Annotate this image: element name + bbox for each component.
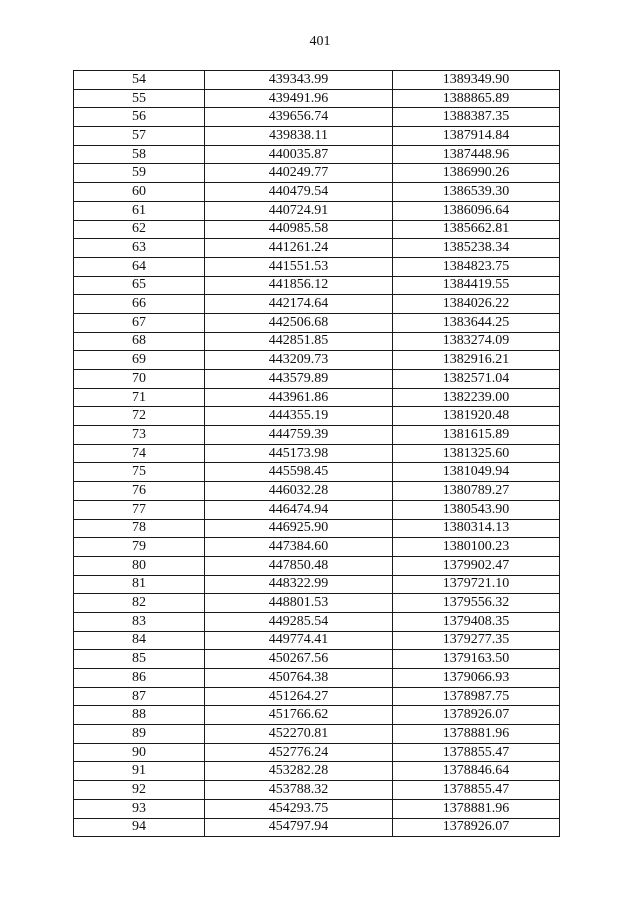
point-number-cell: 80	[74, 556, 205, 575]
x-coordinate-cell: 452270.81	[205, 725, 393, 744]
y-coordinate-cell: 1379277.35	[393, 631, 560, 650]
y-coordinate-cell: 1386990.26	[393, 164, 560, 183]
point-number-cell: 87	[74, 687, 205, 706]
table-row	[74, 631, 560, 650]
point-number-cell: 74	[74, 444, 205, 463]
point-number-cell: 72	[74, 407, 205, 426]
table-row	[74, 164, 560, 183]
y-coordinate-cell: 1389349.90	[393, 71, 560, 90]
table-row	[74, 818, 560, 837]
y-coordinate-cell: 1380314.13	[393, 519, 560, 538]
table-row	[74, 295, 560, 314]
x-coordinate-cell: 446925.90	[205, 519, 393, 538]
table-row	[74, 500, 560, 519]
y-coordinate-cell: 1378926.07	[393, 818, 560, 837]
table-row	[74, 201, 560, 220]
y-coordinate-cell: 1385662.81	[393, 220, 560, 239]
x-coordinate-cell: 439656.74	[205, 108, 393, 127]
table-row	[74, 239, 560, 258]
y-coordinate-cell: 1387448.96	[393, 145, 560, 164]
y-coordinate-cell: 1379408.35	[393, 612, 560, 631]
table-row	[74, 594, 560, 613]
table-row	[74, 669, 560, 688]
point-number-cell: 84	[74, 631, 205, 650]
point-number-cell: 89	[74, 725, 205, 744]
x-coordinate-cell: 442506.68	[205, 313, 393, 332]
point-number-cell: 77	[74, 500, 205, 519]
table-row	[74, 706, 560, 725]
table-row	[74, 332, 560, 351]
table-row	[74, 743, 560, 762]
table-row	[74, 725, 560, 744]
x-coordinate-cell: 453282.28	[205, 762, 393, 781]
point-number-cell: 75	[74, 463, 205, 482]
table-row	[74, 762, 560, 781]
y-coordinate-cell: 1378881.96	[393, 725, 560, 744]
x-coordinate-cell: 441856.12	[205, 276, 393, 295]
x-coordinate-cell: 441551.53	[205, 257, 393, 276]
y-coordinate-cell: 1382571.04	[393, 370, 560, 389]
y-coordinate-cell: 1384026.22	[393, 295, 560, 314]
point-number-cell: 67	[74, 313, 205, 332]
x-coordinate-cell: 448322.99	[205, 575, 393, 594]
table-row	[74, 407, 560, 426]
y-coordinate-cell: 1379556.32	[393, 594, 560, 613]
table-row	[74, 463, 560, 482]
point-number-cell: 81	[74, 575, 205, 594]
y-coordinate-cell: 1381049.94	[393, 463, 560, 482]
point-number-cell: 68	[74, 332, 205, 351]
coordinates-table	[73, 70, 560, 837]
point-number-cell: 65	[74, 276, 205, 295]
x-coordinate-cell: 450267.56	[205, 650, 393, 669]
point-number-cell: 56	[74, 108, 205, 127]
y-coordinate-cell: 1381920.48	[393, 407, 560, 426]
point-number-cell: 83	[74, 612, 205, 631]
x-coordinate-cell: 454797.94	[205, 818, 393, 837]
y-coordinate-cell: 1379163.50	[393, 650, 560, 669]
y-coordinate-cell: 1378987.75	[393, 687, 560, 706]
y-coordinate-cell: 1379066.93	[393, 669, 560, 688]
x-coordinate-cell: 453788.32	[205, 781, 393, 800]
table-row	[74, 257, 560, 276]
x-coordinate-cell: 445598.45	[205, 463, 393, 482]
y-coordinate-cell: 1382239.00	[393, 388, 560, 407]
y-coordinate-cell: 1378881.96	[393, 799, 560, 818]
y-coordinate-cell: 1384823.75	[393, 257, 560, 276]
x-coordinate-cell: 443209.73	[205, 351, 393, 370]
y-coordinate-cell: 1382916.21	[393, 351, 560, 370]
table-row	[74, 183, 560, 202]
point-number-cell: 58	[74, 145, 205, 164]
y-coordinate-cell: 1386539.30	[393, 183, 560, 202]
x-coordinate-cell: 440985.58	[205, 220, 393, 239]
y-coordinate-cell: 1378855.47	[393, 743, 560, 762]
x-coordinate-cell: 444355.19	[205, 407, 393, 426]
x-coordinate-cell: 450764.38	[205, 669, 393, 688]
table-row	[74, 145, 560, 164]
table-row	[74, 519, 560, 538]
table-row	[74, 351, 560, 370]
point-number-cell: 54	[74, 71, 205, 90]
table-row	[74, 799, 560, 818]
x-coordinate-cell: 442851.85	[205, 332, 393, 351]
table-row	[74, 388, 560, 407]
x-coordinate-cell: 446474.94	[205, 500, 393, 519]
x-coordinate-cell: 449285.54	[205, 612, 393, 631]
point-number-cell: 90	[74, 743, 205, 762]
x-coordinate-cell: 440479.54	[205, 183, 393, 202]
x-coordinate-cell: 444759.39	[205, 426, 393, 445]
point-number-cell: 62	[74, 220, 205, 239]
point-number-cell: 79	[74, 538, 205, 557]
table-row	[74, 127, 560, 146]
x-coordinate-cell: 452776.24	[205, 743, 393, 762]
x-coordinate-cell: 443961.86	[205, 388, 393, 407]
table-row	[74, 538, 560, 557]
coordinates-table-body	[74, 71, 560, 837]
point-number-cell: 82	[74, 594, 205, 613]
x-coordinate-cell: 440724.91	[205, 201, 393, 220]
x-coordinate-cell: 448801.53	[205, 594, 393, 613]
point-number-cell: 69	[74, 351, 205, 370]
point-number-cell: 88	[74, 706, 205, 725]
point-number-cell: 78	[74, 519, 205, 538]
point-number-cell: 73	[74, 426, 205, 445]
point-number-cell: 63	[74, 239, 205, 258]
x-coordinate-cell: 440249.77	[205, 164, 393, 183]
table-row	[74, 687, 560, 706]
y-coordinate-cell: 1386096.64	[393, 201, 560, 220]
y-coordinate-cell: 1381615.89	[393, 426, 560, 445]
y-coordinate-cell: 1378846.64	[393, 762, 560, 781]
y-coordinate-cell: 1379902.47	[393, 556, 560, 575]
table-row	[74, 650, 560, 669]
point-number-cell: 70	[74, 370, 205, 389]
x-coordinate-cell: 447850.48	[205, 556, 393, 575]
point-number-cell: 93	[74, 799, 205, 818]
x-coordinate-cell: 447384.60	[205, 538, 393, 557]
x-coordinate-cell: 449774.41	[205, 631, 393, 650]
x-coordinate-cell: 439491.96	[205, 89, 393, 108]
table-row	[74, 482, 560, 501]
y-coordinate-cell: 1383644.25	[393, 313, 560, 332]
y-coordinate-cell: 1378855.47	[393, 781, 560, 800]
point-number-cell: 85	[74, 650, 205, 669]
x-coordinate-cell: 443579.89	[205, 370, 393, 389]
y-coordinate-cell: 1385238.34	[393, 239, 560, 258]
x-coordinate-cell: 439343.99	[205, 71, 393, 90]
y-coordinate-cell: 1387914.84	[393, 127, 560, 146]
table-row	[74, 444, 560, 463]
table-row	[74, 313, 560, 332]
y-coordinate-cell: 1379721.10	[393, 575, 560, 594]
point-number-cell: 86	[74, 669, 205, 688]
x-coordinate-cell: 451264.27	[205, 687, 393, 706]
page-number: 401	[309, 34, 331, 49]
table-row	[74, 426, 560, 445]
point-number-cell: 55	[74, 89, 205, 108]
table-row	[74, 276, 560, 295]
x-coordinate-cell: 439838.11	[205, 127, 393, 146]
y-coordinate-cell: 1384419.55	[393, 276, 560, 295]
point-number-cell: 60	[74, 183, 205, 202]
y-coordinate-cell: 1380543.90	[393, 500, 560, 519]
y-coordinate-cell: 1378926.07	[393, 706, 560, 725]
y-coordinate-cell: 1380100.23	[393, 538, 560, 557]
point-number-cell: 57	[74, 127, 205, 146]
x-coordinate-cell: 446032.28	[205, 482, 393, 501]
table-row	[74, 71, 560, 90]
table-row	[74, 612, 560, 631]
point-number-cell: 61	[74, 201, 205, 220]
y-coordinate-cell: 1388865.89	[393, 89, 560, 108]
x-coordinate-cell: 451766.62	[205, 706, 393, 725]
point-number-cell: 76	[74, 482, 205, 501]
point-number-cell: 94	[74, 818, 205, 837]
point-number-cell: 71	[74, 388, 205, 407]
point-number-cell: 66	[74, 295, 205, 314]
point-number-cell: 59	[74, 164, 205, 183]
table-row	[74, 370, 560, 389]
table-row	[74, 89, 560, 108]
y-coordinate-cell: 1388387.35	[393, 108, 560, 127]
x-coordinate-cell: 440035.87	[205, 145, 393, 164]
y-coordinate-cell: 1380789.27	[393, 482, 560, 501]
table-row	[74, 556, 560, 575]
table-row	[74, 781, 560, 800]
point-number-cell: 64	[74, 257, 205, 276]
x-coordinate-cell: 454293.75	[205, 799, 393, 818]
table-row	[74, 220, 560, 239]
x-coordinate-cell: 442174.64	[205, 295, 393, 314]
point-number-cell: 92	[74, 781, 205, 800]
x-coordinate-cell: 441261.24	[205, 239, 393, 258]
point-number-cell: 91	[74, 762, 205, 781]
table-row	[74, 575, 560, 594]
x-coordinate-cell: 445173.98	[205, 444, 393, 463]
y-coordinate-cell: 1381325.60	[393, 444, 560, 463]
y-coordinate-cell: 1383274.09	[393, 332, 560, 351]
table-row	[74, 108, 560, 127]
